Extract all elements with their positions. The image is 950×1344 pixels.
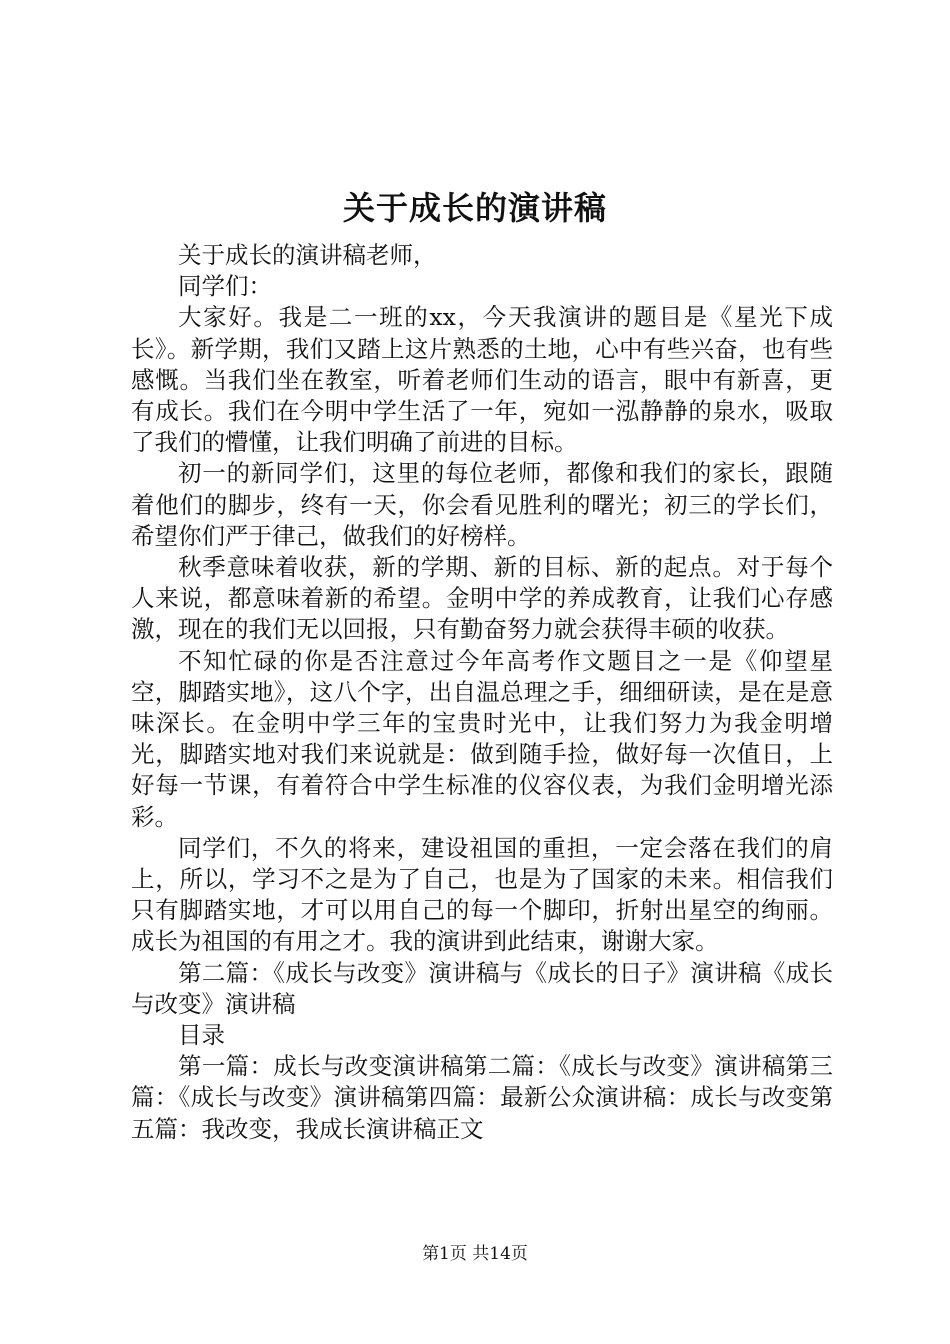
- paragraph-3: 秋季意味着收获，新的学期、新的目标、新的起点。对于每个人来说，都意味着新的希望。金明中学的养成教育，让我们心存感激，现在的我们无以回报，只有勤奋努力就会获得丰硕的收获。: [131, 553, 833, 644]
- document-body: [131, 240, 833, 1145]
- paragraph-1: 大家好。我是二一班的xx，今天我演讲的题目是《星光下成长》。新学期，我们又踏上这片熟悉的土地，心中有些兴奋，也有些感慨。当我们坐在教室，听着老师们生动的语言，眼中有新喜，更有成长。我们在今明中学生活了一年，宛如一泓静静的泉水，吸取了我们的懵懂，让我们明确了前进的目标。: [131, 303, 833, 457]
- document-title: 关于成长的演讲稿: [342, 189, 607, 227]
- page-number-footer: 第1页 共14页: [422, 1244, 528, 1264]
- paragraph-toc: 第一篇：成长与改变演讲稿第二篇：《成长与改变》演讲稿第三篇：《成长与改变》演讲稿第四篇：最新公众演讲稿：成长与改变第五篇：我改变，我成长演讲稿正文: [131, 1052, 833, 1143]
- paragraph-section-heading: 第二篇：《成长与改变》演讲稿与《成长的日子》演讲稿《成长与改变》演讲稿: [131, 958, 833, 1018]
- paragraph-5: 同学们，不久的将来，建设祖国的重担，一定会落在我们的肩上，所以，学习不之是为了自己，也是为了国家的未来。相信我们只有脚踏实地，才可以用自己的每一个脚印，折射出星空的绚丽。成长为祖国的有用之才。我的演讲到此结束，谢谢大家。: [131, 833, 833, 956]
- paragraph-toc-label: 目录: [178, 1021, 225, 1050]
- paragraph-salutation: 关于成长的演讲稿老师，: [178, 241, 437, 269]
- paragraph-4: 不知忙碌的你是否注意过今年高考作文题目之一是《仰望星空，脚踏实地》，这八个字，出自温总理之手，细细研读，是在是意味深长。在金明中学三年的宝贵时光中，让我们努力为我金明增光，脚踏实地对我们来说就是：做到随手捡，做好每一次值日，上好每一节课，有着符合中学生标准的仪容仪表，为我们金明增光添彩。: [131, 646, 833, 831]
- paragraph-2: 初一的新同学们，这里的每位老师，都像和我们的家长，跟随着他们的脚步，终有一天，你会看见胜利的曙光；初三的学长们，希望你们严于律己，做我们的好榜样。: [131, 459, 833, 550]
- paragraph-salutation-2: 同学们：: [178, 272, 272, 301]
